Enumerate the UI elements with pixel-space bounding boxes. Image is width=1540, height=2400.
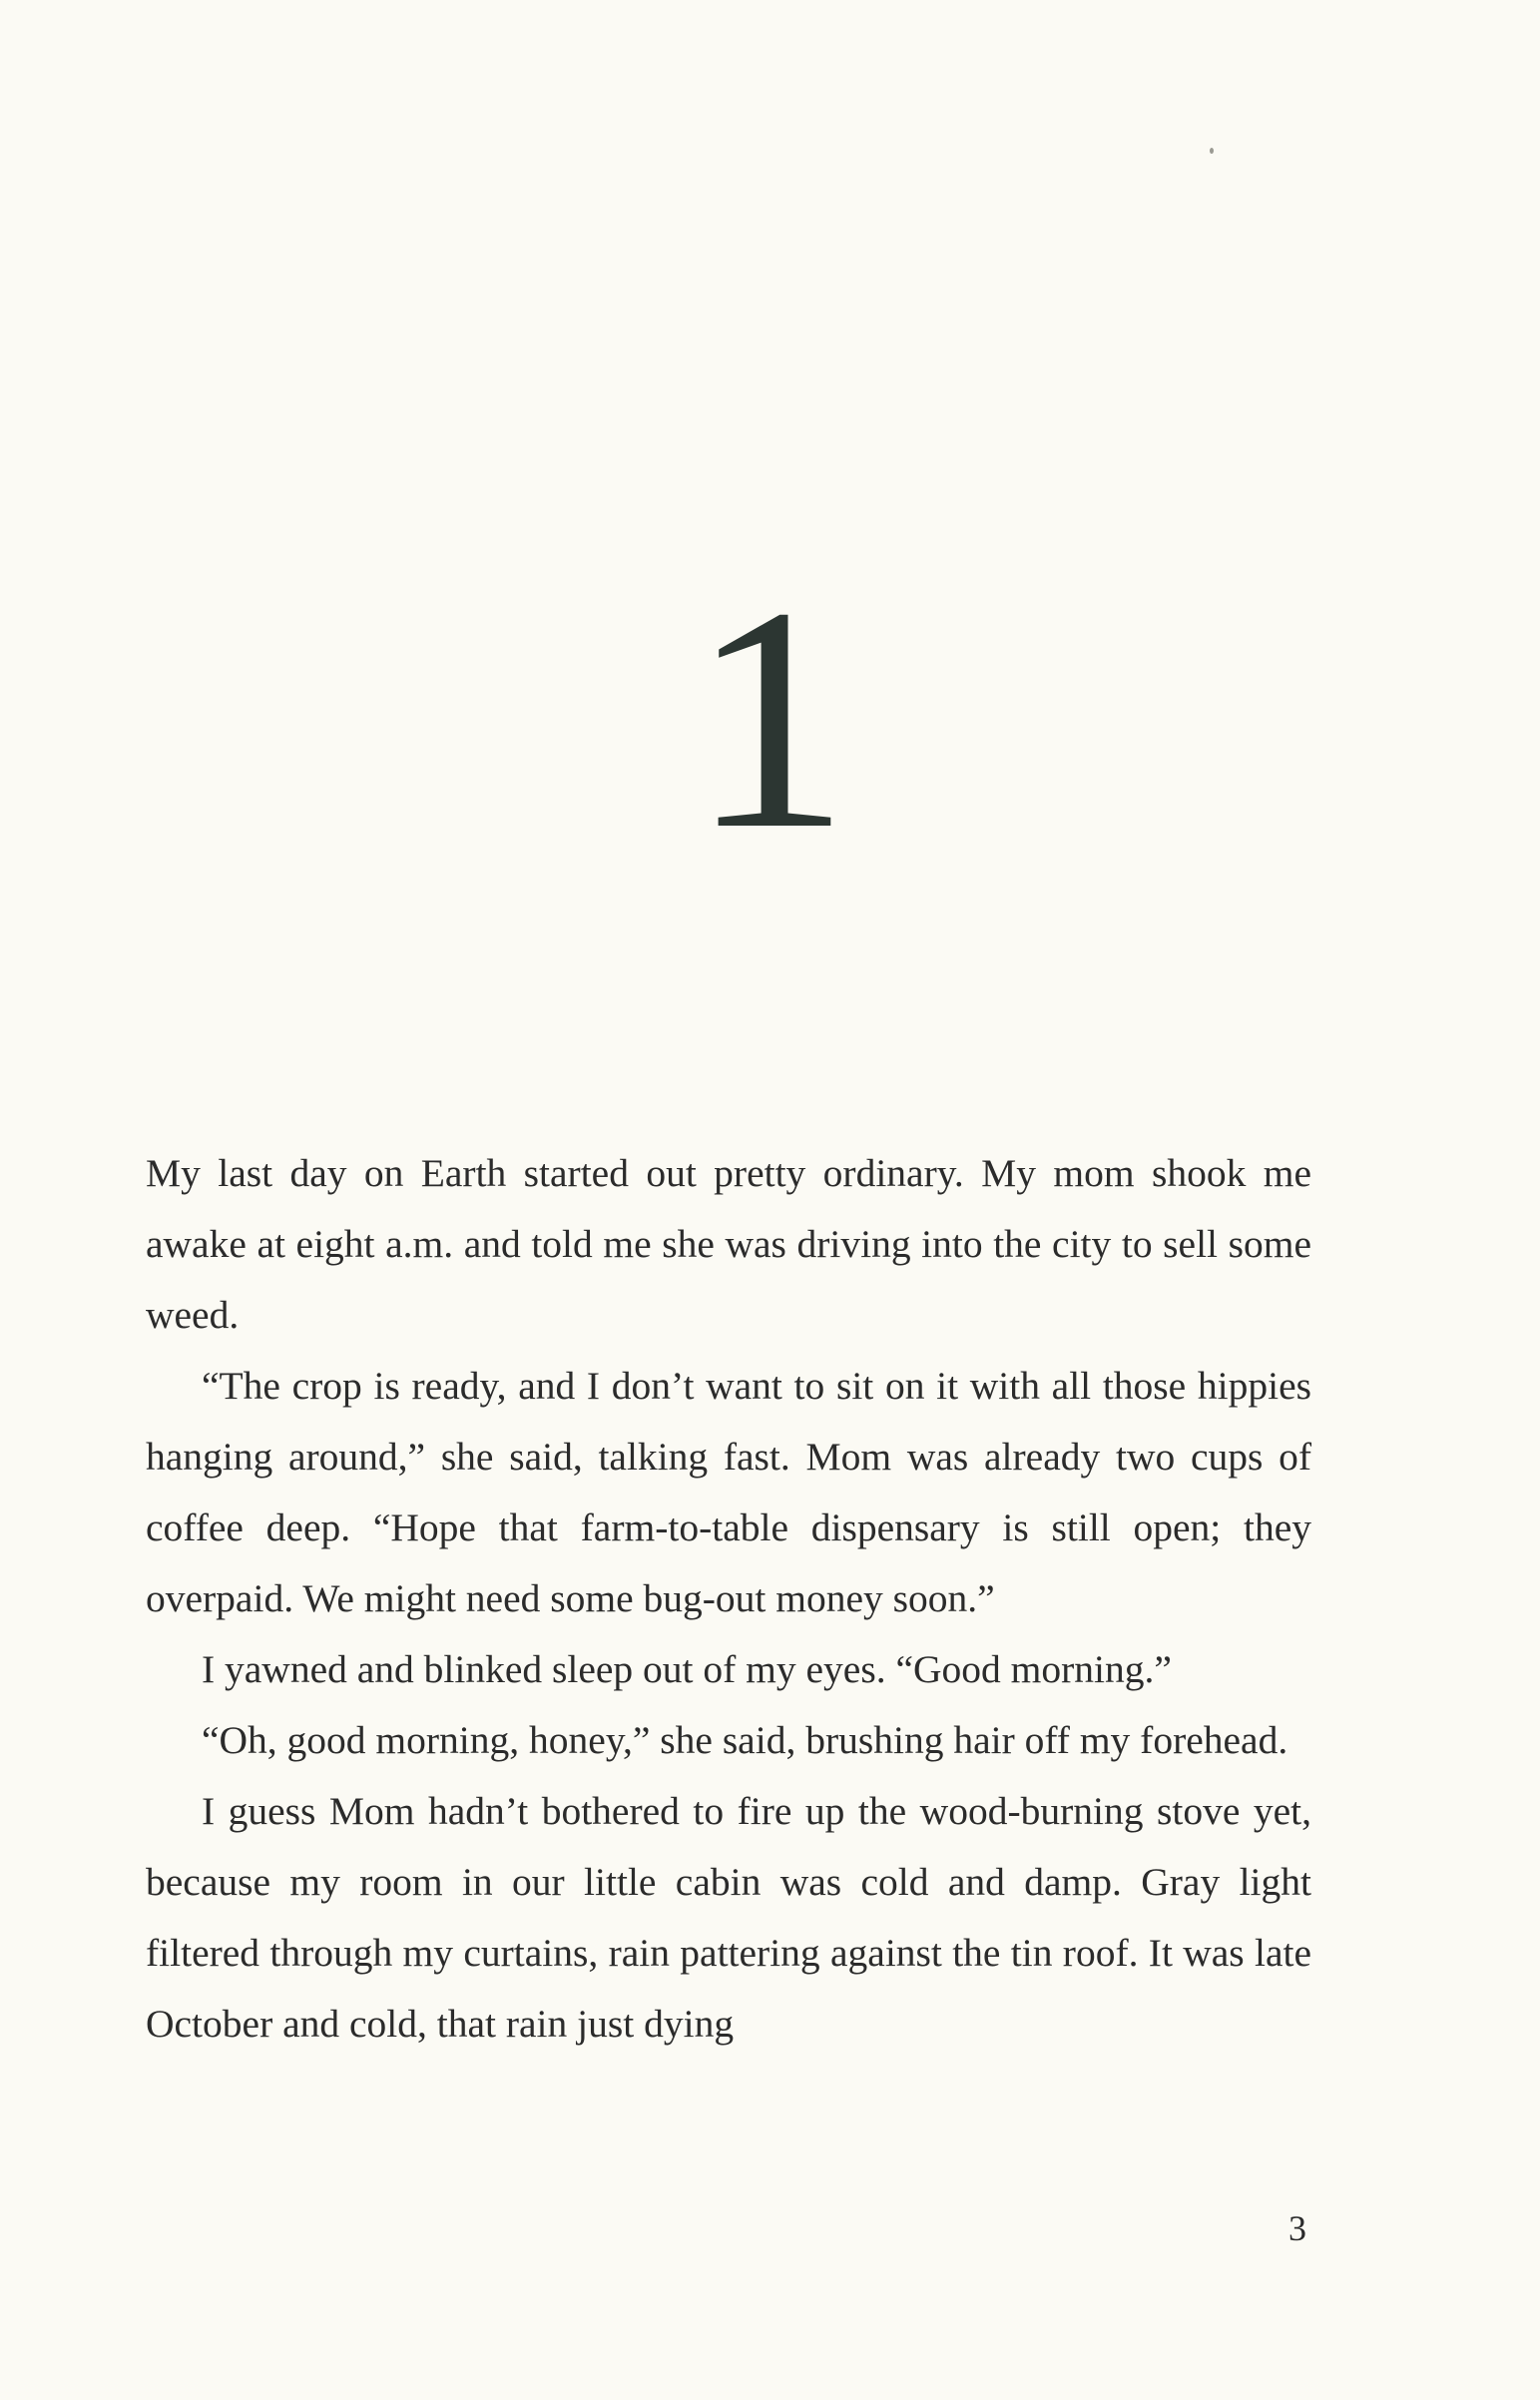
paper-speck: [1210, 148, 1214, 154]
paragraph-3: I yawned and blinked sleep out of my eyes. “Good morning.”: [202, 1647, 1172, 1691]
paragraph-1: My last day on Earth started out pretty ordinary. My mom shook me awake at eight a.m. and told me she was driving into the city to sell some weed.: [146, 1151, 1311, 1337]
paragraph-4: “Oh, good morning, honey,” she said, brushing hair off my forehead.: [202, 1718, 1288, 1762]
chapter-number: 1: [690, 542, 850, 896]
page-number: 3: [1288, 2208, 1306, 2248]
body-text: [146, 1138, 1311, 2060]
paragraph-2: “The crop is ready, and I don’t want to sit on it with all those hippies hanging around,” she said, talking fast. Mom was already two cups of coffee deep. “Hope that farm-to-table dispensary is still open; they overpaid. We might need some bug-out money soon.”: [146, 1364, 1311, 1620]
paragraph-5: I guess Mom hadn’t bothered to fire up the wood-burning stove yet, because my room in our little cabin was cold and damp. Gray light filtered through my curtains, rain pattering against the tin roof. It was late October and cold, that rain just dying: [146, 1789, 1311, 2046]
